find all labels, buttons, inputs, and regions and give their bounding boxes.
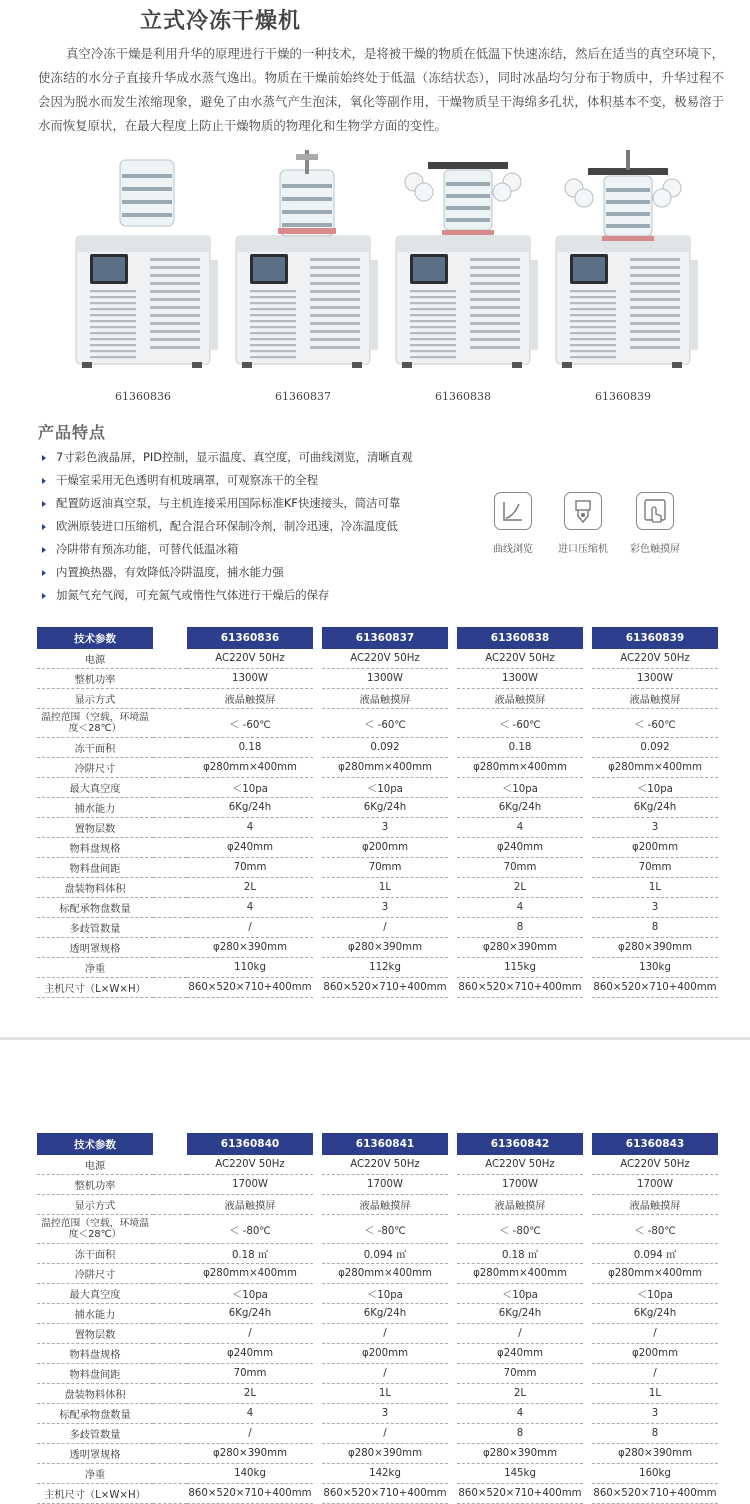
param-value: 70mm: [187, 858, 313, 878]
table-row: [37, 878, 718, 898]
param-label: 物料盘规格: [37, 838, 153, 858]
param-value: 4: [457, 1404, 583, 1424]
curve-chart-icon: [494, 492, 532, 530]
param-value: 2L: [457, 1384, 583, 1404]
param-value: φ240mm: [457, 838, 583, 858]
param-value: 4: [457, 818, 583, 838]
freeze-dryer-image: [228, 150, 378, 385]
table-row: [37, 1464, 718, 1484]
param-value: AC220V 50Hz: [457, 1155, 583, 1175]
param-label: 物料盘间距: [37, 1364, 153, 1384]
param-value: ＜ -60℃: [187, 709, 313, 738]
param-value: 0.18 ㎡: [187, 1244, 313, 1264]
param-value: φ280×390mm: [187, 1444, 313, 1464]
param-label: 盘装物料体积: [37, 878, 153, 898]
param-label: 净重: [37, 958, 153, 978]
param-label: 多歧管数量: [37, 1424, 153, 1444]
param-value: 3: [592, 818, 718, 838]
param-value: 4: [187, 898, 313, 918]
param-label: 整机功率: [37, 669, 153, 689]
param-value: 1300W: [187, 669, 313, 689]
param-label: 物料盘规格: [37, 1344, 153, 1364]
product-code: 61360838: [435, 390, 491, 403]
table-row: [37, 1264, 718, 1284]
param-value: ＜10pa: [322, 778, 448, 798]
feature-text: 欧洲原装进口压缩机，配合混合环保制冷剂，制冷迅速，冷冻温度低: [56, 519, 398, 533]
table-row: [37, 918, 718, 938]
table-header-row: [37, 1133, 718, 1155]
table-row: [37, 1404, 718, 1424]
table-row: [37, 1424, 718, 1444]
param-value: φ280mm×400mm: [187, 758, 313, 778]
param-value: φ280mm×400mm: [457, 1264, 583, 1284]
param-label: 冷阱尺寸: [37, 758, 153, 778]
param-value: 110kg: [187, 958, 313, 978]
param-value: 液晶触摸屏: [187, 1195, 313, 1215]
header-model-code: 61360838: [457, 627, 583, 649]
param-value: AC220V 50Hz: [592, 649, 718, 669]
bullet-icon: [42, 478, 46, 484]
param-value: ＜10pa: [592, 1284, 718, 1304]
table-row: [37, 958, 718, 978]
freeze-dryer-image: [388, 150, 538, 385]
table-row: [37, 1195, 718, 1215]
param-value: φ280×390mm: [457, 938, 583, 958]
param-value: 860×520×710+400mm: [592, 1484, 718, 1504]
feature-item: [38, 492, 478, 515]
param-value: /: [592, 1364, 718, 1384]
param-label: 温控范围（空载，环境温度＜28℃）: [37, 709, 153, 738]
table-row: [37, 818, 718, 838]
param-value: φ200mm: [322, 838, 448, 858]
param-value: /: [187, 1324, 313, 1344]
param-value: 70mm: [592, 858, 718, 878]
header-param-label: 技术参数: [37, 627, 153, 649]
param-value: 2L: [457, 878, 583, 898]
feature-badge-label: 曲线浏览: [493, 544, 533, 555]
table-row: [37, 898, 718, 918]
param-label: 透明罩规格: [37, 1444, 153, 1464]
param-value: ＜10pa: [322, 1284, 448, 1304]
header-model-code: 61360839: [592, 627, 718, 649]
bullet-icon: [42, 593, 46, 599]
feature-text: 内置换热器，有效降低冷阱温度，捕水能力强: [56, 565, 284, 579]
param-value: 4: [187, 1404, 313, 1424]
param-value: 860×520×710+400mm: [457, 1484, 583, 1504]
param-value: 70mm: [322, 858, 448, 878]
param-value: 液晶触摸屏: [457, 1195, 583, 1215]
param-value: 140kg: [187, 1464, 313, 1484]
param-value: 112kg: [322, 958, 448, 978]
product-code: 61360836: [115, 390, 171, 403]
param-value: 0.18: [187, 738, 313, 758]
param-value: /: [592, 1324, 718, 1344]
header-model-code: 61360843: [592, 1133, 718, 1155]
param-value: 1700W: [457, 1175, 583, 1195]
feature-badge-label: 进口压缩机: [558, 544, 608, 555]
param-value: AC220V 50Hz: [457, 649, 583, 669]
param-value: 液晶触摸屏: [187, 689, 313, 709]
header-model-code: 61360841: [322, 1133, 448, 1155]
param-value: AC220V 50Hz: [187, 649, 313, 669]
feature-item: [38, 469, 478, 492]
product-item: [68, 150, 218, 410]
param-value: 0.094 ㎡: [592, 1244, 718, 1264]
param-value: ＜ -80℃: [592, 1215, 718, 1244]
param-value: 液晶触摸屏: [592, 689, 718, 709]
bullet-icon: [42, 524, 46, 530]
param-value: 6Kg/24h: [322, 1304, 448, 1324]
param-value: ＜10pa: [187, 1284, 313, 1304]
param-value: 4: [187, 818, 313, 838]
param-value: 160kg: [592, 1464, 718, 1484]
param-value: φ280mm×400mm: [457, 758, 583, 778]
param-value: 3: [322, 1404, 448, 1424]
param-value: 1300W: [457, 669, 583, 689]
header-model-code: 61360842: [457, 1133, 583, 1155]
param-value: 860×520×710+400mm: [187, 1484, 313, 1504]
param-value: φ280mm×400mm: [322, 1264, 448, 1284]
param-value: AC220V 50Hz: [187, 1155, 313, 1175]
param-value: 1700W: [322, 1175, 448, 1195]
param-label: 显示方式: [37, 689, 153, 709]
param-value: φ280mm×400mm: [592, 758, 718, 778]
param-value: φ240mm: [187, 838, 313, 858]
feature-badge: [478, 492, 548, 555]
table-row: [37, 1344, 718, 1364]
param-value: /: [187, 1424, 313, 1444]
table-row: [37, 978, 718, 998]
table-row: [37, 858, 718, 878]
product-item: [388, 150, 538, 410]
table-row: [37, 669, 718, 689]
feature-text: 冷阱带有预冻功能，可替代低温冰箱: [56, 542, 239, 556]
param-value: /: [322, 1324, 448, 1344]
feature-text: 加氮气充气阀，可充氮气或惰性气体进行干燥后的保存: [56, 588, 330, 602]
param-value: 3: [322, 898, 448, 918]
features-title: 产品特点: [38, 423, 107, 442]
param-value: φ280×390mm: [457, 1444, 583, 1464]
param-value: 6Kg/24h: [457, 798, 583, 818]
header-model-code: 61360840: [187, 1133, 313, 1155]
param-value: 1L: [322, 1384, 448, 1404]
param-value: 1300W: [322, 669, 448, 689]
feature-item: [38, 446, 478, 469]
param-value: 70mm: [457, 1364, 583, 1384]
bullet-icon: [42, 547, 46, 553]
param-label: 置物层数: [37, 818, 153, 838]
param-value: φ280×390mm: [187, 938, 313, 958]
param-value: ＜ -60℃: [322, 709, 448, 738]
param-value: ＜10pa: [592, 778, 718, 798]
param-value: AC220V 50Hz: [322, 649, 448, 669]
param-value: 130kg: [592, 958, 718, 978]
param-value: 4: [457, 898, 583, 918]
feature-text: 配置防返油真空泵，与主机连接采用国际标准KF快速接头，简洁可靠: [56, 496, 401, 510]
param-value: ＜ -80℃: [187, 1215, 313, 1244]
param-value: ＜ -80℃: [322, 1215, 448, 1244]
param-value: 0.18 ㎡: [457, 1244, 583, 1264]
param-value: 2L: [187, 878, 313, 898]
param-value: 0.092: [322, 738, 448, 758]
freeze-dryer-image: [68, 150, 218, 385]
param-value: 8: [457, 1424, 583, 1444]
param-value: φ240mm: [457, 1344, 583, 1364]
table-row: [37, 838, 718, 858]
table-row: [37, 1364, 718, 1384]
param-value: 6Kg/24h: [457, 1304, 583, 1324]
feature-text: 干燥室采用无色透明有机玻璃罩，可观察冻干的全程: [56, 473, 318, 487]
param-label: 捕水能力: [37, 1304, 153, 1324]
param-label: 主机尺寸（L×W×H）: [37, 1484, 153, 1504]
param-value: φ280×390mm: [592, 1444, 718, 1464]
param-value: 3: [592, 1404, 718, 1424]
touchscreen-icon: [636, 492, 674, 530]
feature-item: [38, 584, 478, 607]
param-value: φ200mm: [322, 1344, 448, 1364]
param-value: 液晶触摸屏: [322, 689, 448, 709]
param-label: 显示方式: [37, 1195, 153, 1215]
param-value: 2L: [187, 1384, 313, 1404]
param-value: 0.094 ㎡: [322, 1244, 448, 1264]
param-value: φ280mm×400mm: [592, 1264, 718, 1284]
param-value: 8: [457, 918, 583, 938]
table-row: [37, 1215, 718, 1244]
param-label: 冻干面积: [37, 738, 153, 758]
table-row: [37, 689, 718, 709]
param-value: /: [322, 918, 448, 938]
param-value: 860×520×710+400mm: [322, 978, 448, 998]
table-row: [37, 1244, 718, 1264]
table-row: [37, 1484, 718, 1504]
feature-item: [38, 515, 478, 538]
param-value: 8: [592, 918, 718, 938]
table-row: [37, 1444, 718, 1464]
table-row: [37, 778, 718, 798]
table-header-row: [37, 627, 718, 649]
page-title: 立式冷冻干燥机: [140, 9, 302, 34]
param-value: 145kg: [457, 1464, 583, 1484]
param-value: 860×520×710+400mm: [322, 1484, 448, 1504]
param-label: 多歧管数量: [37, 918, 153, 938]
bullet-icon: [42, 455, 46, 461]
param-value: 1L: [322, 878, 448, 898]
param-label: 净重: [37, 1464, 153, 1484]
param-value: φ200mm: [592, 1344, 718, 1364]
param-value: 860×520×710+400mm: [187, 978, 313, 998]
param-value: 6Kg/24h: [187, 1304, 313, 1324]
feature-icons: [478, 492, 698, 562]
product-item: [228, 150, 378, 410]
param-label: 标配承物盘数量: [37, 898, 153, 918]
param-value: ＜10pa: [457, 1284, 583, 1304]
param-value: 6Kg/24h: [592, 798, 718, 818]
freeze-dryer-image: [548, 150, 698, 385]
param-value: 1L: [592, 878, 718, 898]
param-value: φ200mm: [592, 838, 718, 858]
table-row: [37, 1175, 718, 1195]
table-row: [37, 738, 718, 758]
product-code: 61360839: [595, 390, 651, 403]
param-value: 70mm: [457, 858, 583, 878]
param-value: 6Kg/24h: [187, 798, 313, 818]
table-row: [37, 1284, 718, 1304]
header-param-label: 技术参数: [37, 1133, 153, 1155]
param-label: 标配承物盘数量: [37, 1404, 153, 1424]
param-value: φ280mm×400mm: [322, 758, 448, 778]
header-model-code: 61360836: [187, 627, 313, 649]
param-label: 电源: [37, 649, 153, 669]
param-label: 捕水能力: [37, 798, 153, 818]
bullet-icon: [42, 501, 46, 507]
param-value: ＜10pa: [187, 778, 313, 798]
param-label: 置物层数: [37, 1324, 153, 1344]
table-row: [37, 938, 718, 958]
param-label: 最大真空度: [37, 1284, 153, 1304]
param-value: φ240mm: [187, 1344, 313, 1364]
feature-item: [38, 538, 478, 561]
param-value: 6Kg/24h: [322, 798, 448, 818]
param-value: 0.18: [457, 738, 583, 758]
param-value: 1700W: [187, 1175, 313, 1195]
product-code: 61360837: [275, 390, 331, 403]
header-model-code: 61360837: [322, 627, 448, 649]
param-value: 1700W: [592, 1175, 718, 1195]
param-value: 8: [592, 1424, 718, 1444]
param-value: AC220V 50Hz: [322, 1155, 448, 1175]
feature-badge: [620, 492, 690, 555]
param-label: 透明罩规格: [37, 938, 153, 958]
param-value: 3: [592, 898, 718, 918]
table-row: [37, 709, 718, 738]
param-label: 温控范围（空载，环境温度＜28℃）: [37, 1215, 153, 1244]
table-row: [37, 1384, 718, 1404]
compressor-icon: [564, 492, 602, 530]
param-value: AC220V 50Hz: [592, 1155, 718, 1175]
param-value: ＜ -60℃: [457, 709, 583, 738]
intro-paragraph: 真空冷冻干燥是利用升华的原理进行干燥的一种技术，是将被干燥的物质在低温下快速冻结，然后在适当的真空环境下，使冻结的水分子直接升华成水蒸气逸出。物质在干燥前始终处于低温（冻结状态），同时冰晶均匀分布于物质中，升华过程不会因为脱水而发生浓缩现象，避免了由水蒸气产生泡沫，氧化等副作用，干燥物质呈干海绵多孔状，体积基本不变，极易溶于水而恢复原状，在最大程度上防止干燥物质的物理化和生物学方面的变性。: [38, 46, 724, 133]
feature-item: [38, 561, 478, 584]
section-divider: [0, 1037, 750, 1040]
feature-badge: [548, 492, 618, 555]
table-row: [37, 758, 718, 778]
spec-table-1: [37, 627, 718, 998]
param-value: /: [322, 1364, 448, 1384]
param-label: 冻干面积: [37, 1244, 153, 1264]
param-value: 液晶触摸屏: [457, 689, 583, 709]
param-value: 860×520×710+400mm: [592, 978, 718, 998]
param-value: φ280mm×400mm: [187, 1264, 313, 1284]
param-label: 物料盘间距: [37, 858, 153, 878]
param-label: 盘装物料体积: [37, 1384, 153, 1404]
param-label: 电源: [37, 1155, 153, 1175]
bullet-icon: [42, 570, 46, 576]
product-gallery: [40, 150, 730, 410]
param-value: ＜ -80℃: [457, 1215, 583, 1244]
feature-text: 7寸彩色液晶屏，PID控制，显示温度、真空度，可曲线浏览，清晰直观: [56, 450, 413, 464]
param-value: φ280×390mm: [322, 1444, 448, 1464]
param-value: 142kg: [322, 1464, 448, 1484]
param-value: /: [187, 918, 313, 938]
param-value: 70mm: [187, 1364, 313, 1384]
param-value: φ280×390mm: [322, 938, 448, 958]
param-value: ＜10pa: [457, 778, 583, 798]
param-label: 整机功率: [37, 1175, 153, 1195]
table-row: [37, 1155, 718, 1175]
param-value: 1L: [592, 1384, 718, 1404]
param-value: 液晶触摸屏: [322, 1195, 448, 1215]
table-row: [37, 649, 718, 669]
table-row: [37, 1304, 718, 1324]
param-value: 860×520×710+400mm: [457, 978, 583, 998]
param-value: 3: [322, 818, 448, 838]
spec-table-2: [37, 1133, 718, 1504]
param-value: φ280×390mm: [592, 938, 718, 958]
param-value: /: [457, 1324, 583, 1344]
param-label: 最大真空度: [37, 778, 153, 798]
param-value: 1300W: [592, 669, 718, 689]
product-item: [548, 150, 698, 410]
param-value: 0.092: [592, 738, 718, 758]
param-value: 6Kg/24h: [592, 1304, 718, 1324]
feature-list: [38, 446, 478, 607]
table-row: [37, 1324, 718, 1344]
param-label: 主机尺寸（L×W×H）: [37, 978, 153, 998]
param-value: /: [322, 1424, 448, 1444]
table-row: [37, 798, 718, 818]
param-value: 液晶触摸屏: [592, 1195, 718, 1215]
param-value: ＜ -60℃: [592, 709, 718, 738]
feature-badge-label: 彩色触摸屏: [630, 544, 680, 555]
param-value: 115kg: [457, 958, 583, 978]
param-label: 冷阱尺寸: [37, 1264, 153, 1284]
